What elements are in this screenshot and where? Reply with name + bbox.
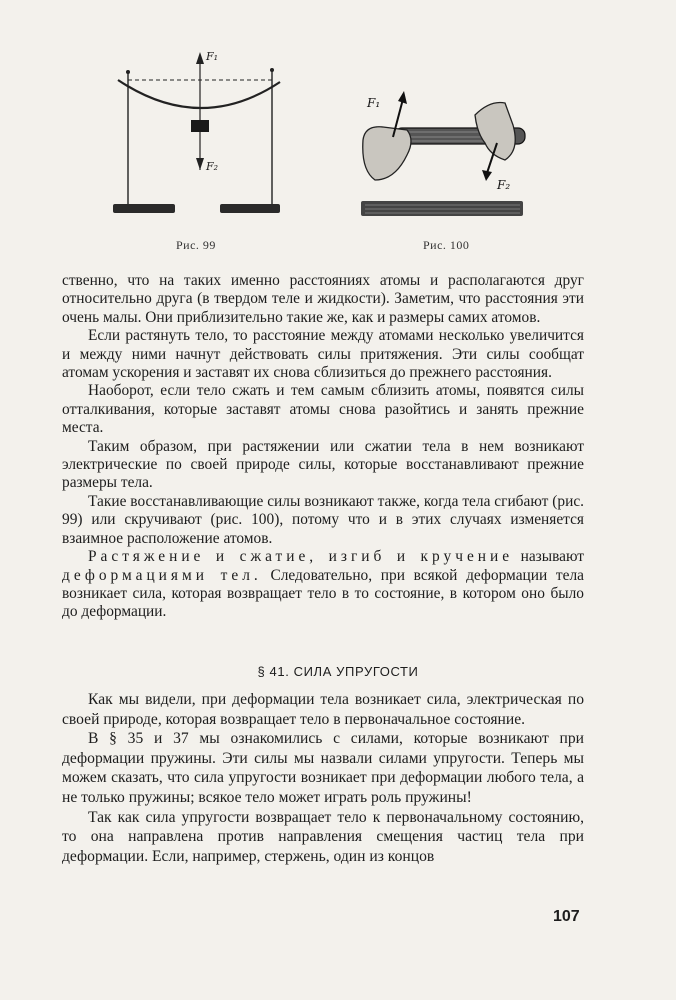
arrow-up-icon — [398, 91, 407, 104]
stand-left — [113, 204, 175, 213]
paragraph: Так как сила упругости возвращает тело к первоначальному состоянию, то она направлена против направления смещения частиц тела при деформации. Если, например, стержень, один из концов — [62, 808, 584, 865]
stand-right — [220, 204, 280, 213]
figure-99-bent-wire — [108, 40, 298, 220]
lower-text — [62, 690, 584, 866]
figure-99-caption: Рис. 99 — [176, 238, 216, 252]
upper-text — [62, 272, 584, 622]
figure-100-caption: Рис. 100 — [423, 238, 470, 252]
paragraph: В § 35 и 37 мы ознакомились с силами, которые возникают при деформации пружины. Эти силы мы назвали силами упругости. Теперь мы можем сказать, что сила упругости возникает при деформации любого тела, а не только пружины; всякое тело может играть роль пружины! — [62, 730, 584, 806]
force-label-bottom: F₂ — [497, 178, 511, 192]
spaced-term: Растяжение и сжатие, изгиб и кручение — [88, 548, 514, 566]
weight-block — [191, 120, 209, 132]
page-number: 107 — [553, 908, 580, 925]
force-label-bottom: F₂ — [206, 160, 219, 173]
figure-100-twisted-rod — [355, 85, 530, 220]
straight-rod — [361, 201, 523, 216]
force-label-top: F₁ — [367, 96, 381, 110]
paragraph-deformation — [62, 548, 584, 622]
left-hand — [363, 127, 411, 180]
paragraph: Как мы видели, при деформации тела возникает сила, электрическая по своей природе, которая возвращает тело в первоначальное состояние. — [62, 691, 584, 728]
arrow-down-icon — [482, 170, 492, 181]
arrow-down-icon — [196, 158, 204, 170]
force-label-top: F₁ — [206, 50, 219, 63]
text-run: Следовательно, при всякой деформации тела возникает сила, которая возвращает тело в то состояние, в котором оно было до деформации. — [62, 566, 584, 621]
spaced-term: деформациями тел. — [62, 566, 262, 584]
text-run: называют — [513, 548, 584, 566]
paragraph: Такие восстанавливающие силы возникают также, когда тела сгибают (рис. 99) или скручивают (рис. 100), потому что и в этих случаях изменяется взаимное расположение атомов. — [62, 492, 584, 547]
paragraph: ственно, что на таких именно расстояниях атомы и располагаются друг относительно друга (в твердом теле и жидкости). Заметим, что расстояния эти очень малы. Они приблизительно такие же, как и размеры самих атомов. — [62, 272, 584, 326]
paragraph: Если растянуть тело, то расстояние между атомами несколько увеличится и между ними начнут действовать силы притяжения. Эти силы сообщат атомам ускорения и заставят их снова сблизиться до прежнего расстояния. — [62, 327, 584, 382]
section-heading: § 41. СИЛА УПРУГОСТИ — [257, 664, 419, 679]
paragraph: Таким образом, при растяжении или сжатии тела в нем возникают электрические по своей природе силы, которые восстанавливают прежние размеры тела. — [62, 437, 584, 492]
arrow-up-icon — [196, 52, 204, 64]
paragraph: Наоборот, если тело сжать и тем самым сблизить атомы, появятся силы отталкивания, которые заставят атомы снова разойтись и занять прежние места. — [62, 382, 584, 437]
